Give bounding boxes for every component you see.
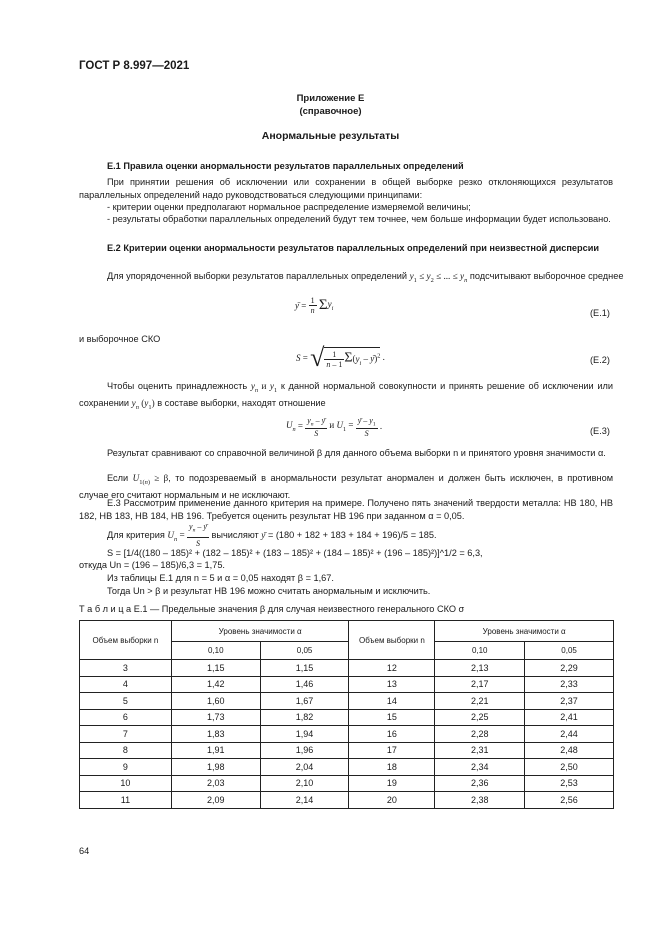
page-number: 64	[79, 846, 90, 856]
table-row	[80, 775, 614, 792]
table-cell: 11	[80, 792, 172, 809]
e2-paragraph-5: Если $U_{1(n)} \ge \beta$, то подозреваемый в анормальности результат анормален и должен быть исключен, в противном случае его считают нормальным и не исключают.	[79, 473, 614, 501]
table-cell: 2,48	[525, 742, 614, 759]
table-cell: 2,03	[171, 775, 260, 792]
col-header-n-right: Объем выборки n	[349, 621, 435, 660]
table-cell: 1,15	[171, 660, 260, 677]
subheader-010-right: 0,10	[435, 642, 525, 660]
table-cell: 1,82	[260, 709, 349, 726]
table-cell: 2,53	[525, 775, 614, 792]
table-row	[80, 742, 614, 759]
equation-e2-number: (Е.2)	[590, 355, 610, 365]
table-cell: 6	[80, 709, 172, 726]
table-cell: 1,73	[171, 709, 260, 726]
table-cell: 10	[80, 775, 172, 792]
table-cell: 13	[349, 676, 435, 693]
table-cell: 2,36	[435, 775, 525, 792]
table-cell: 17	[349, 742, 435, 759]
subheader-005-left: 0,05	[260, 642, 349, 660]
table-cell: 2,21	[435, 693, 525, 710]
equation-e2: S = √ $\frac{1}{n - 1}$ $\Sigma(y_i$ – ȳ)$^2$ .	[296, 343, 385, 372]
table-cell: 16	[349, 726, 435, 743]
e3-s-calculation: S = [1/4((180 – 185)² + (182 – 185)² + (183 – 185)² + (184 – 185)² + (196 – 185)²)]^1/2 = 6,3,	[107, 548, 483, 558]
table-cell: 2,37	[525, 693, 614, 710]
table-cell: 19	[349, 775, 435, 792]
table-cell: 5	[80, 693, 172, 710]
e2-paragraph-1: Для упорядоченной выборки результатов параллельных определений $y_1 \le y_2$ ≤ ... ≤ $y_n$ подсчитывают выборочное среднее	[107, 271, 624, 284]
table-cell: 2,34	[435, 759, 525, 776]
table-row	[80, 792, 614, 809]
table-cell: 12	[349, 660, 435, 677]
table-row	[80, 660, 614, 677]
e3-beta-lookup: Из таблицы Е.1 для n = 5 и α = 0,05 находят β = 1,67.	[107, 573, 334, 583]
table-row	[80, 709, 614, 726]
table-cell: 2,44	[525, 726, 614, 743]
col-header-n-left: Объем выборки n	[80, 621, 172, 660]
subheader-010-left: 0,10	[171, 642, 260, 660]
table-cell: 9	[80, 759, 172, 776]
equation-e1-number: (Е.1)	[590, 308, 610, 318]
col-header-level-left: Уровень значимости α	[171, 621, 349, 642]
standard-code: ГОСТ Р 8.997—2021	[79, 60, 190, 72]
table-cell: 2,33	[525, 676, 614, 693]
e1-list-item-1: - критерии оценки предполагают нормальное распределение измеряемой величины;	[107, 202, 471, 212]
section-e2-heading: Е.2 Критерии оценки анормальности результатов параллельных определений при неизвестной дисперсии	[107, 243, 600, 253]
table-cell: 8	[80, 742, 172, 759]
table-cell: 2,09	[171, 792, 260, 809]
col-header-level-right: Уровень значимости α	[435, 621, 614, 642]
table-row	[80, 726, 614, 743]
appendix-title: Приложение Е	[296, 93, 365, 104]
e3-un-calculation: откуда Un = (196 – 185)/6,3 = 1,75.	[79, 560, 225, 570]
appendix-heading: Анормальные результаты	[261, 130, 400, 142]
e2-paragraph-3: Чтобы оценить принадлежность $y_n$ и $y_1$ к данной нормальной совокупности и принять решение об исключении или сохранении $y_n$ $(y_1)$ в составе выборки, находят отношение	[79, 381, 613, 412]
table-cell: 2,17	[435, 676, 525, 693]
table-cell: 2,04	[260, 759, 349, 776]
e1-list-item-2: - результаты обработки параллельных определений будут тем точнее, чем больше информации будет использовано.	[107, 214, 611, 224]
table-cell: 1,15	[260, 660, 349, 677]
table-cell: 2,38	[435, 792, 525, 809]
table-cell: 1,42	[171, 676, 260, 693]
table-cell: 1,46	[260, 676, 349, 693]
e3-paragraph-2: Для критерия $U_n$ = $\frac{y_n - y}{S}$ вычисляют y = (180 + 182 + 183 + 184 + 196)/5 = 185.	[107, 522, 437, 549]
table-row	[80, 693, 614, 710]
table-cell: 1,91	[171, 742, 260, 759]
table-cell: 2,31	[435, 742, 525, 759]
table-cell: 2,10	[260, 775, 349, 792]
e2-paragraph-4: Результат сравнивают со справочной величиной β для данного объема выборки n и принятого уровня значимости α.	[107, 448, 606, 458]
table-cell: 2,25	[435, 709, 525, 726]
table-cell: 1,96	[260, 742, 349, 759]
e3-conclusion: Тогда Un > β и результат НВ 196 можно считать анормальным и исключить.	[107, 586, 431, 596]
table-cell: 18	[349, 759, 435, 776]
table-cell: 15	[349, 709, 435, 726]
table-cell: 2,56	[525, 792, 614, 809]
table-cell: 7	[80, 726, 172, 743]
e3-paragraph-1: Е.3 Рассмотрим применение данного критерия на примере. Получено пять значений твердости металла: НВ 180, НВ 182, НВ 183, НВ 184, НВ 196. Требуется оценить результат НВ 196 при заданном α = 0,05.	[79, 498, 613, 521]
e2-paragraph-2: и выборочное СКО	[79, 334, 161, 344]
equation-e1: ȳ = $\frac{1}{n}$ $\Sigma y_i$	[295, 296, 334, 315]
table-cell: 14	[349, 693, 435, 710]
table-row	[80, 759, 614, 776]
table-cell: 2,13	[435, 660, 525, 677]
e1-paragraph: При принятии решения об исключении или сохранении в общей выборке резко отклоняющихся результатов параллельных определений надо руководствоваться следующими принципами:	[79, 177, 613, 200]
table-cell: 20	[349, 792, 435, 809]
table-cell: 2,50	[525, 759, 614, 776]
table-cell: 1,60	[171, 693, 260, 710]
appendix-note: (справочное)	[299, 106, 362, 117]
table-cell: 2,28	[435, 726, 525, 743]
beta-table	[79, 620, 614, 809]
equation-e3: $U_n$ = $\frac{y_n - y}{S}$ и $U_1$ = $\frac{ȳ - y_1}{S}$ .	[286, 416, 383, 438]
subheader-005-right: 0,05	[525, 642, 614, 660]
table-cell: 2,14	[260, 792, 349, 809]
equation-e3-number: (Е.3)	[590, 426, 610, 436]
table-cell: 1,94	[260, 726, 349, 743]
table-cell: 1,67	[260, 693, 349, 710]
table-cell: 2,29	[525, 660, 614, 677]
table-caption: Т а б л и ц а Е.1 — Предельные значения β для случая неизвестного генерального СКО σ	[79, 604, 465, 614]
table-cell: 3	[80, 660, 172, 677]
table-cell: 1,83	[171, 726, 260, 743]
table-cell: 2,41	[525, 709, 614, 726]
table-cell: 1,98	[171, 759, 260, 776]
table-cell: 4	[80, 676, 172, 693]
section-e1-heading: Е.1 Правила оценки анормальности результатов параллельных определений	[107, 161, 464, 171]
table-row	[80, 676, 614, 693]
